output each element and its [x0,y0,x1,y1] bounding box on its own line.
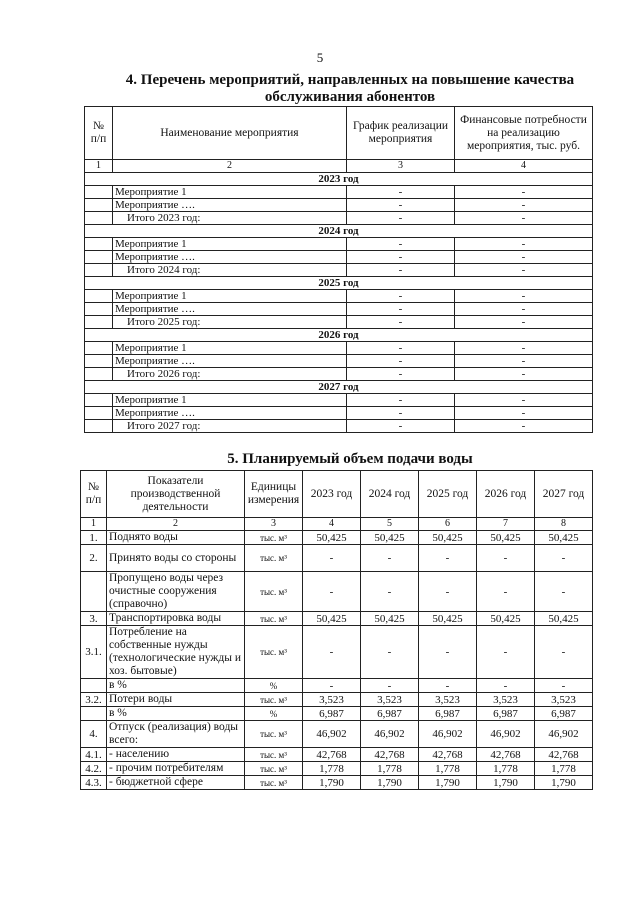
water-supply-table [80,470,593,790]
row-value: - [477,572,535,612]
row-value: 6,987 [535,707,593,721]
row-value: 42,768 [419,748,477,762]
total-num [85,316,113,329]
row-unit: % [245,707,303,721]
row-value: - [361,545,419,572]
total-label: Итого 2024 год: [113,264,347,277]
measure-finance: - [455,290,593,303]
measure-name: Мероприятие 1 [113,186,347,199]
row-value: - [303,545,361,572]
indicator-row [81,748,593,762]
row-num: 4. [81,721,107,748]
total-label: Итого 2027 год: [113,420,347,433]
row-value: 1,790 [303,776,361,790]
total-schedule: - [347,212,455,225]
row-num [81,707,107,721]
row-value: - [477,679,535,693]
total-finance: - [455,316,593,329]
colnum: 2 [113,160,347,173]
row-value: 1,790 [361,776,419,790]
row-value: 50,425 [361,612,419,626]
row-num: 4.2. [81,762,107,776]
total-num [85,212,113,225]
total-schedule: - [347,264,455,277]
indicator-row [81,612,593,626]
row-unit: тыс. м³ [245,762,303,776]
row-value: 1,778 [361,762,419,776]
row-value: - [303,572,361,612]
row-value: 1,778 [477,762,535,776]
header-name: Наименование мероприятия [113,107,347,160]
year-label: 2026 год [85,329,593,342]
row-value: 1,778 [303,762,361,776]
row-value: 46,902 [361,721,419,748]
measure-finance: - [455,342,593,355]
measure-schedule: - [347,186,455,199]
row-value: - [361,626,419,679]
total-label: Итого 2026 год: [113,368,347,381]
page-number: 5 [316,50,324,65]
row-value: - [361,572,419,612]
measure-name: Мероприятие …. [113,199,347,212]
row-unit: тыс. м³ [245,776,303,790]
total-row [85,420,593,433]
row-value: 3,523 [419,693,477,707]
row-value: - [477,545,535,572]
header-year-2024: 2024 год [361,471,419,518]
measure-row [85,238,593,251]
year-row [85,329,593,342]
total-row [85,316,593,329]
row-value: 1,790 [535,776,593,790]
water-supply-table-body [81,471,593,790]
row-indicator: Отпуск (реализация) воды всего: [107,721,245,748]
row-value: 1,778 [419,762,477,776]
measure-row [85,251,593,264]
colnum: 4 [455,160,593,173]
row-num [81,679,107,693]
measure-row [85,394,593,407]
measure-schedule: - [347,407,455,420]
year-label: 2027 год [85,381,593,394]
total-row [85,368,593,381]
row-indicator: Принято воды со стороны [107,545,245,572]
header-unit: Единицы измерения [245,471,303,518]
colnum: 1 [85,160,113,173]
colnum: 3 [245,518,303,531]
row-unit: тыс. м³ [245,721,303,748]
row-value: 50,425 [303,531,361,545]
year-label: 2025 год [85,277,593,290]
water-header-row [81,471,593,518]
row-value: - [419,572,477,612]
year-row [85,225,593,238]
measures-table [84,106,593,433]
row-value: 3,523 [535,693,593,707]
indicator-row [81,707,593,721]
header-year-2025: 2025 год [419,471,477,518]
row-unit: тыс. м³ [245,531,303,545]
row-value: 3,523 [361,693,419,707]
row-unit: тыс. м³ [245,612,303,626]
row-value: 42,768 [361,748,419,762]
row-value: 50,425 [303,612,361,626]
row-value: - [535,626,593,679]
header-indicator: Показатели производственной деятельности [107,471,245,518]
measure-finance: - [455,394,593,407]
indicator-row [81,679,593,693]
row-value: 42,768 [535,748,593,762]
row-value: 42,768 [303,748,361,762]
row-value: 1,778 [535,762,593,776]
total-finance: - [455,420,593,433]
measure-row [85,407,593,420]
header-num: № п/п [85,107,113,160]
row-value: 50,425 [361,531,419,545]
measure-finance: - [455,355,593,368]
total-finance: - [455,212,593,225]
row-value: - [419,679,477,693]
row-indicator: - населению [107,748,245,762]
year-row [85,277,593,290]
water-colnum-row [81,518,593,531]
measure-schedule: - [347,342,455,355]
row-num: 3.1. [81,626,107,679]
measure-row [85,199,593,212]
total-label: Итого 2025 год: [113,316,347,329]
measure-name: Мероприятие …. [113,251,347,264]
measure-schedule: - [347,355,455,368]
row-num: 2. [81,545,107,572]
row-value: 6,987 [419,707,477,721]
row-indicator: Пропущено воды через очистные сооружения (справочно) [107,572,245,612]
year-row [85,381,593,394]
row-value: 46,902 [535,721,593,748]
indicator-row [81,721,593,748]
section4-title-line1: 4. Перечень мероприятий, направленных на повышение качества [125,72,575,88]
row-value: - [535,572,593,612]
row-num: 3. [81,612,107,626]
measure-num [85,342,113,355]
measure-row [85,303,593,316]
row-num: 3.2. [81,693,107,707]
row-value: 46,902 [477,721,535,748]
measure-num [85,303,113,316]
row-indicator: Транспортировка воды [107,612,245,626]
measure-name: Мероприятие 1 [113,290,347,303]
measure-row [85,355,593,368]
header-finance: Финансовые потребности на реализацию мероприятия, тыс. руб. [455,107,593,160]
total-schedule: - [347,316,455,329]
row-unit: тыс. м³ [245,748,303,762]
colnum: 7 [477,518,535,531]
header-year-2026: 2026 год [477,471,535,518]
measure-finance: - [455,251,593,264]
row-value: 50,425 [535,531,593,545]
indicator-row [81,776,593,790]
section5-title: 5. Планируемый объем подачи воды [227,451,473,467]
measures-table-body [85,107,593,433]
row-value: 6,987 [361,707,419,721]
row-value: 50,425 [419,612,477,626]
section4-title [80,72,620,106]
indicator-row [81,531,593,545]
row-indicator: - прочим потребителям [107,762,245,776]
measures-header-row [85,107,593,160]
measure-num [85,238,113,251]
colnum: 4 [303,518,361,531]
total-finance: - [455,264,593,277]
row-value: - [535,679,593,693]
total-finance: - [455,368,593,381]
row-value: 46,902 [419,721,477,748]
measure-schedule: - [347,394,455,407]
row-value: 50,425 [477,612,535,626]
row-value: 42,768 [477,748,535,762]
measure-num [85,199,113,212]
row-indicator: в % [107,707,245,721]
year-label: 2023 год [85,173,593,186]
colnum: 1 [81,518,107,531]
measure-finance: - [455,407,593,420]
colnum: 5 [361,518,419,531]
row-value: 3,523 [303,693,361,707]
row-unit: тыс. м³ [245,626,303,679]
measure-finance: - [455,238,593,251]
row-value: - [535,545,593,572]
indicator-row [81,572,593,612]
row-value: 1,790 [419,776,477,790]
row-value: 3,523 [477,693,535,707]
indicator-row [81,545,593,572]
colnum: 6 [419,518,477,531]
year-row [85,173,593,186]
total-row [85,212,593,225]
header-num: № п/п [81,471,107,518]
row-unit: % [245,679,303,693]
measure-num [85,355,113,368]
measure-schedule: - [347,303,455,316]
row-value: 50,425 [477,531,535,545]
row-value: - [361,679,419,693]
measure-row [85,186,593,199]
total-label: Итого 2023 год: [113,212,347,225]
measure-row [85,290,593,303]
row-value: 6,987 [477,707,535,721]
total-num [85,368,113,381]
colnum: 2 [107,518,245,531]
measure-name: Мероприятие …. [113,303,347,316]
year-label: 2024 год [85,225,593,238]
measure-finance: - [455,303,593,316]
row-value: 46,902 [303,721,361,748]
measure-name: Мероприятие …. [113,355,347,368]
measure-name: Мероприятие 1 [113,342,347,355]
measure-num [85,290,113,303]
row-value: 50,425 [535,612,593,626]
measure-num [85,407,113,420]
row-value: 6,987 [303,707,361,721]
row-indicator: Потери воды [107,693,245,707]
row-num: 4.3. [81,776,107,790]
row-unit: тыс. м³ [245,572,303,612]
row-unit: тыс. м³ [245,693,303,707]
row-indicator: Поднято воды [107,531,245,545]
row-value: - [303,679,361,693]
indicator-row [81,626,593,679]
colnum: 8 [535,518,593,531]
indicator-row [81,693,593,707]
total-schedule: - [347,368,455,381]
row-indicator: Потребление на собственные нужды (технологические нужды и хоз. бытовые) [107,626,245,679]
measure-num [85,251,113,264]
section4-title-line2: обслуживания абонентов [264,89,436,105]
row-indicator: - бюджетной сфере [107,776,245,790]
header-year-2023: 2023 год [303,471,361,518]
measure-schedule: - [347,251,455,264]
measure-num [85,394,113,407]
row-value: - [477,626,535,679]
measure-schedule: - [347,238,455,251]
row-num: 4.1. [81,748,107,762]
colnum: 3 [347,160,455,173]
indicator-row [81,762,593,776]
measure-name: Мероприятие 1 [113,394,347,407]
row-unit: тыс. м³ [245,545,303,572]
measure-num [85,186,113,199]
measure-row [85,342,593,355]
row-value: - [419,626,477,679]
row-num: 1. [81,531,107,545]
measure-schedule: - [347,290,455,303]
row-value: 50,425 [419,531,477,545]
row-value: - [419,545,477,572]
row-value: 1,790 [477,776,535,790]
total-row [85,264,593,277]
measure-finance: - [455,186,593,199]
total-schedule: - [347,420,455,433]
row-num [81,572,107,612]
measure-schedule: - [347,199,455,212]
row-indicator: в % [107,679,245,693]
measures-colnum-row [85,160,593,173]
total-num [85,420,113,433]
header-schedule: График реализации мероприятия [347,107,455,160]
row-value: - [303,626,361,679]
measure-name: Мероприятие 1 [113,238,347,251]
total-num [85,264,113,277]
measure-finance: - [455,199,593,212]
header-year-2027: 2027 год [535,471,593,518]
measure-name: Мероприятие …. [113,407,347,420]
